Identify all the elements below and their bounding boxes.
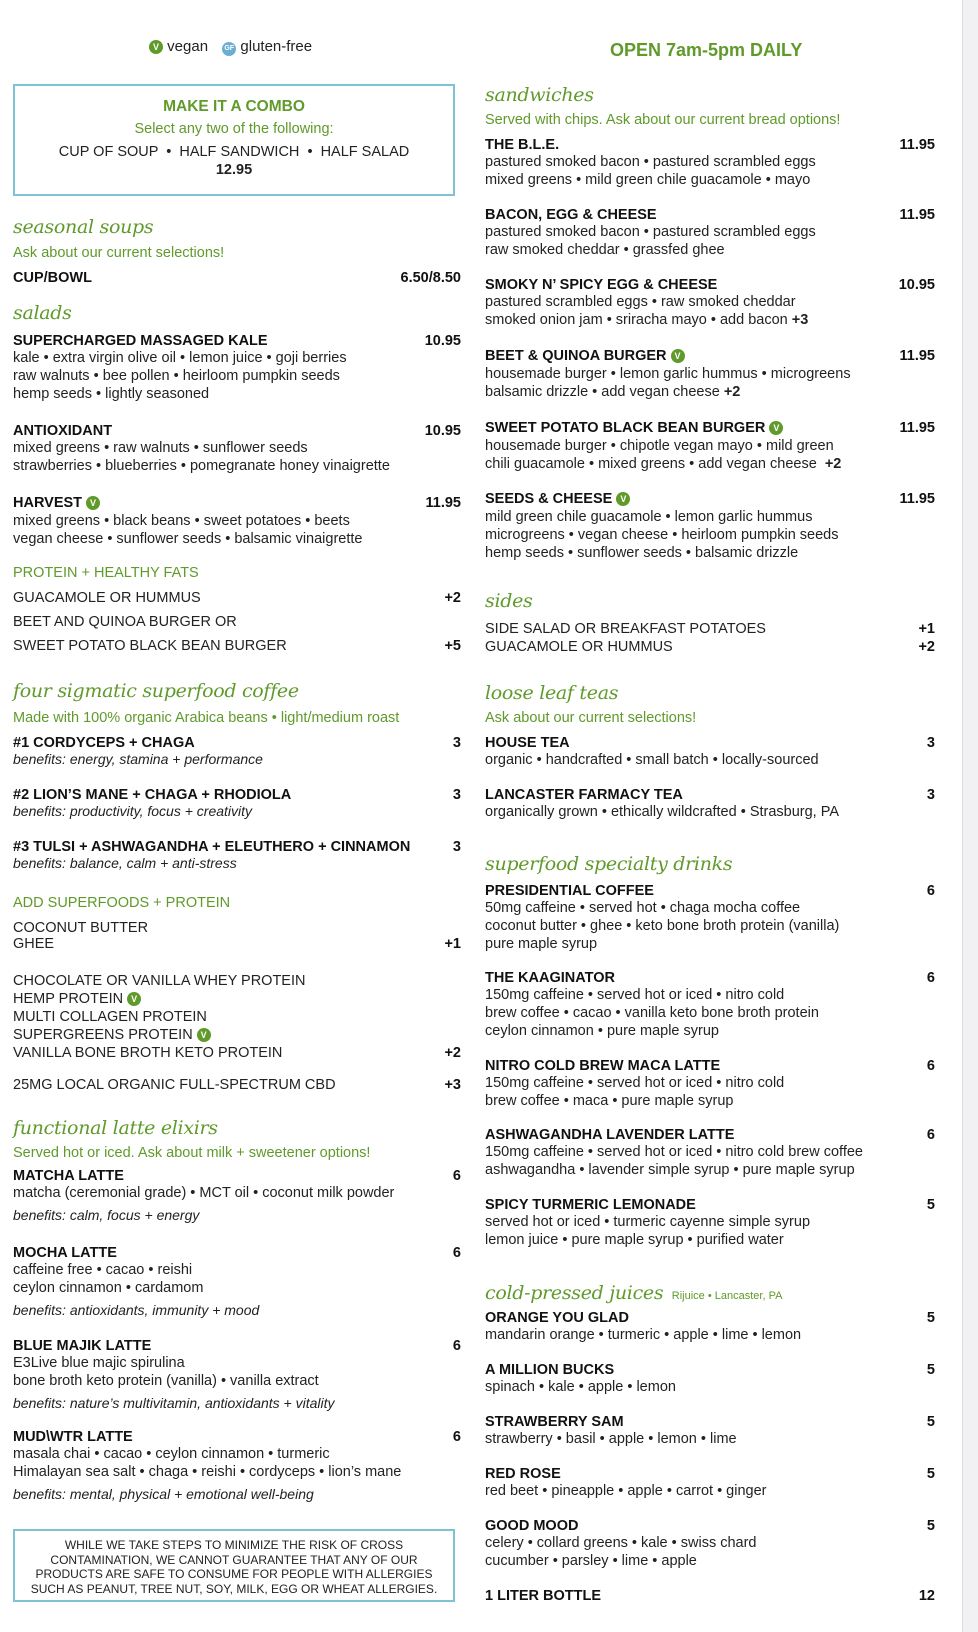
juice-desc-line: cucumber • parsley • lime • apple	[485, 1553, 697, 1569]
latte-price: 6	[452, 1429, 461, 1445]
gluten-free-icon: GF	[222, 42, 236, 56]
latte-name: MATCHA LATTE	[13, 1168, 124, 1184]
vegan-icon: V	[86, 496, 100, 510]
sandwich-desc-line: hemp seeds • sunflower seeds • balsamic drizzle	[485, 545, 799, 561]
sandwich-desc-line: pastured smoked bacon • pastured scrambled eggs	[485, 154, 816, 170]
specialty-name: SPICY TURMERIC LEMONADE	[485, 1197, 696, 1213]
latte-price: 6	[452, 1245, 461, 1261]
soups-heading: seasonal soups	[13, 216, 154, 238]
sandwich-desc-line: housemade burger • lemon garlic hummus • microgreens	[485, 366, 851, 382]
juice-desc-line: celery • collard greens • kale • swiss chard	[485, 1535, 757, 1551]
bottle-price: 12	[918, 1588, 935, 1604]
addons-group	[13, 972, 461, 1062]
latte-desc-line: masala chai • cacao • ceylon cinnamon • turmeric	[13, 1446, 330, 1462]
specialty-name: THE KAAGINATOR	[485, 970, 615, 986]
sandwich-price: 11.95	[899, 348, 935, 364]
salad-name: ANTIOXIDANT	[13, 423, 113, 439]
specialty-desc-line: 150mg caffeine • served hot or iced • nitro cold brew coffee	[485, 1144, 863, 1160]
sandwich-name: BACON, EGG & CHEESE	[485, 207, 657, 223]
sandwich-item	[485, 419, 935, 473]
juice-bottle	[485, 1588, 935, 1604]
protein-price: +2	[444, 590, 461, 606]
juice-name: ORANGE YOU GLAD	[485, 1310, 629, 1326]
allergy-line: SUCH AS PEANUT, TREE NUT, SOY, MILK, EGG OR WHEAT ALLERGIES.	[30, 1581, 438, 1596]
sandwich-price: 11.95	[899, 491, 935, 507]
salad-price: 10.95	[424, 423, 461, 439]
coffee-benefits: benefits: balance, calm + anti-stress	[13, 855, 237, 871]
cbd-label: 25MG LOCAL ORGANIC FULL-SPECTRUM CBD	[13, 1077, 336, 1093]
sandwich-name: SWEET POTATO BLACK BEAN BURGER	[485, 420, 766, 436]
coffee-price: 3	[452, 735, 461, 751]
latte-name: MUD\WTR LATTE	[13, 1429, 133, 1445]
latte-desc-line: E3Live blue majic spirulina	[13, 1355, 185, 1371]
latte-benefits: benefits: mental, physical + emotional well-being	[13, 1486, 314, 1502]
addons-group	[13, 920, 461, 952]
sandwiches-note: Served with chips. Ask about our current bread options!	[485, 112, 841, 128]
sandwich-desc-line: smoked onion jam • sriracha mayo • add bacon	[485, 312, 788, 328]
vegan-icon: V	[149, 40, 163, 54]
specialty-price: 6	[926, 1058, 935, 1074]
juice-name: GOOD MOOD	[485, 1518, 579, 1534]
sandwich-addon-price: +3	[791, 312, 809, 328]
salads-heading: salads	[13, 302, 72, 324]
addon-item: CHOCOLATE OR VANILLA WHEY PROTEIN	[13, 973, 306, 989]
coffee-benefits: benefits: productivity, focus + creativity	[13, 803, 253, 819]
coffee-benefits: benefits: energy, stamina + performance	[13, 751, 263, 767]
juice-price: 5	[926, 1466, 935, 1482]
latte-item	[13, 1429, 461, 1502]
specialty-desc-line: pure maple syrup	[485, 936, 598, 952]
sandwich-addon-price: +2	[824, 456, 842, 472]
salad-desc-line: strawberries • blueberries • pomegranate honey vinaigrette	[13, 458, 390, 474]
specialty-price: 6	[926, 970, 935, 986]
protein-price: +5	[444, 638, 461, 654]
specialty-desc-line: brew coffee • maca • pure maple syrup	[485, 1093, 734, 1109]
latte-name: BLUE MAJIK LATTE	[13, 1338, 152, 1354]
specialty-name: ASHWAGANDHA LAVENDER LATTE	[485, 1127, 735, 1143]
addon-item: SUPERGREENS PROTEIN	[13, 1027, 193, 1043]
vegan-icon: V	[197, 1028, 211, 1042]
latte-desc-line: ceylon cinnamon • cardamom	[13, 1280, 204, 1296]
specialty-desc-line: 50mg caffeine • served hot • chaga mocha coffee	[485, 900, 801, 916]
combo-box	[13, 84, 455, 196]
coffee-price: 3	[452, 787, 461, 803]
specialty-desc-line: 150mg caffeine • served hot or iced • nitro cold	[485, 1075, 785, 1091]
addon-item: GHEE	[13, 936, 55, 952]
specialty-name: PRESIDENTIAL COFFEE	[485, 883, 654, 899]
sides-heading: sides	[485, 590, 533, 612]
teas-note: Ask about our current selections!	[485, 710, 697, 726]
latte-item	[13, 1168, 461, 1223]
specialty-desc-line: ashwagandha • lavender simple syrup • pure maple syrup	[485, 1162, 855, 1178]
tea-item	[485, 787, 935, 821]
latte-desc-line: matcha (ceremonial grade) • MCT oil • coconut milk powder	[13, 1185, 395, 1201]
side-price: +1	[918, 621, 935, 637]
combo-price: 12.95	[215, 162, 253, 178]
sandwich-name: THE B.L.E.	[485, 137, 560, 153]
sandwich-item	[485, 277, 935, 329]
gluten-free-label: gluten-free	[240, 38, 313, 55]
specialty-price: 6	[926, 1127, 935, 1143]
coffee-note: Made with 100% organic Arabica beans • light/medium roast	[13, 710, 400, 726]
sandwich-name: SMOKY N’ SPICY EGG & CHEESE	[485, 277, 718, 293]
latte-desc-line: caffeine free • cacao • reishi	[13, 1262, 193, 1278]
sandwich-desc-line: mixed greens • mild green chile guacamole • mayo	[485, 172, 811, 188]
specialty-price: 6	[926, 883, 935, 899]
sandwich-name: SEEDS & CHEESE	[485, 491, 613, 507]
sandwich-desc-line: housemade burger • chipotle vegan mayo • mild green	[485, 438, 834, 454]
protein-row	[13, 614, 461, 630]
specialty-price: 5	[926, 1197, 935, 1213]
soup-item-price: 6.50/8.50	[400, 270, 461, 286]
specialty-heading: superfood specialty drinks	[485, 853, 733, 875]
juice-name: STRAWBERRY SAM	[485, 1414, 624, 1430]
specialty-item	[485, 970, 935, 1040]
soup-item	[13, 270, 461, 286]
specialty-item	[485, 1058, 935, 1110]
combo-title: MAKE IT A COMBO	[163, 98, 305, 115]
allergy-notice	[13, 1529, 455, 1602]
juice-item	[485, 1414, 935, 1448]
sandwich-desc-line: microgreens • vegan cheese • heirloom pumpkin seeds	[485, 527, 839, 543]
vegan-label: vegan	[167, 38, 209, 55]
salad-price: 10.95	[424, 333, 461, 349]
tea-price: 3	[926, 735, 935, 751]
sandwiches-heading: sandwiches	[485, 84, 594, 106]
salad-item	[13, 494, 461, 548]
teas-heading: loose leaf teas	[485, 682, 619, 704]
protein-row	[13, 590, 461, 606]
sandwich-desc-line: raw smoked cheddar • grassfed ghee	[485, 242, 725, 258]
cbd-price: +3	[444, 1077, 461, 1093]
sandwich-desc-line: pastured scrambled eggs • raw smoked cheddar	[485, 294, 796, 310]
juices-heading-row	[485, 1282, 782, 1304]
juice-item	[485, 1310, 935, 1344]
tea-name: HOUSE TEA	[485, 735, 570, 751]
specialty-item	[485, 1197, 935, 1249]
addon-item: VANILLA BONE BROTH KETO PROTEIN	[13, 1045, 283, 1061]
juice-desc-line: spinach • kale • apple • lemon	[485, 1379, 676, 1395]
sandwich-item	[485, 207, 935, 259]
soups-note: Ask about our current selections!	[13, 245, 225, 261]
juice-price: 5	[926, 1310, 935, 1326]
addon-price: +2	[444, 1045, 461, 1061]
side-price: +2	[918, 639, 935, 655]
lattes-note: Served hot or iced. Ask about milk + sweetener options!	[13, 1145, 371, 1161]
bottle-name: 1 LITER BOTTLE	[485, 1588, 601, 1604]
salad-item	[13, 333, 461, 403]
latte-benefits: benefits: nature’s multivitamin, antioxidants + vitality	[13, 1395, 335, 1411]
latte-item	[13, 1338, 461, 1411]
specialty-desc-line: ceylon cinnamon • pure maple syrup	[485, 1023, 719, 1039]
protein-heading: PROTEIN + HEALTHY FATS	[13, 565, 199, 581]
sandwich-item	[485, 137, 935, 189]
latte-desc-line: Himalayan sea salt • chaga • reishi • cordyceps • lion’s mane	[13, 1464, 402, 1480]
vegan-icon: V	[127, 992, 141, 1006]
coffee-item	[13, 839, 461, 871]
juice-desc-line: strawberry • basil • apple • lemon • lime	[485, 1431, 737, 1447]
salad-name: HARVEST	[13, 495, 83, 511]
specialty-desc-line: served hot or iced • turmeric cayenne simple syrup	[485, 1214, 811, 1230]
specialty-desc-line: lemon juice • pure maple syrup • purified water	[485, 1232, 784, 1248]
juice-desc-line: red beet • pineapple • apple • carrot • ginger	[485, 1483, 767, 1499]
diet-legend	[149, 38, 312, 56]
juice-item	[485, 1518, 935, 1570]
side-label: SIDE SALAD OR BREAKFAST POTATOES	[485, 621, 766, 637]
vegan-icon: V	[671, 349, 685, 363]
coffee-item	[13, 735, 461, 767]
salad-desc-line: raw walnuts • bee pollen • heirloom pumpkin seeds	[13, 368, 340, 384]
sandwich-desc-line: balsamic drizzle • add vegan cheese	[485, 384, 720, 400]
latte-name: MOCHA LATTE	[13, 1245, 117, 1261]
salad-desc-line: hemp seeds • lightly seasoned	[13, 386, 210, 402]
addons-heading: ADD SUPERFOODS + PROTEIN	[13, 895, 231, 911]
salad-item	[13, 423, 461, 475]
sandwich-item	[485, 490, 935, 562]
coffee-name: #1 CORDYCEPS + CHAGA	[13, 735, 195, 751]
specialty-desc-line: 150mg caffeine • served hot or iced • nitro cold	[485, 987, 785, 1003]
vegan-icon: V	[616, 492, 630, 506]
side-label: GUACAMOLE OR HUMMUS	[485, 639, 673, 655]
allergy-line: PRODUCTS ARE SAFE TO CONSUME FOR PEOPLE WITH ALLERGIES	[35, 1567, 433, 1581]
specialty-name: NITRO COLD BREW MACA LATTE	[485, 1058, 721, 1074]
protein-label: SWEET POTATO BLACK BEAN BURGER	[13, 638, 287, 654]
specialty-item	[485, 883, 935, 953]
latte-benefits: benefits: calm, focus + energy	[13, 1207, 200, 1223]
latte-desc-line: bone broth keto protein (vanilla) • vanilla extract	[13, 1373, 319, 1389]
sandwich-item	[485, 347, 935, 401]
salad-desc-line: vegan cheese • sunflower seeds • balsamic vinaigrette	[13, 531, 363, 547]
sandwich-price: 11.95	[899, 420, 935, 436]
addon-item: COCONUT BUTTER	[13, 920, 149, 936]
protein-label: BEET AND QUINOA BURGER OR	[13, 614, 237, 630]
salad-desc-line: mixed greens • black beans • sweet potatoes • beets	[13, 513, 350, 529]
opening-hours: OPEN 7am-5pm DAILY	[610, 40, 803, 60]
juice-item	[485, 1362, 935, 1396]
vegan-icon: V	[769, 421, 783, 435]
coffee-name: #3 TULSI + ASHWAGANDHA + ELEUTHERO + CINNAMON	[13, 839, 411, 855]
juice-price: 5	[926, 1414, 935, 1430]
coffee-heading: four sigmatic superfood coffee	[13, 680, 299, 702]
juices-heading: cold-pressed juices	[485, 1282, 664, 1304]
addon-item: HEMP PROTEIN	[13, 991, 124, 1007]
juice-item	[485, 1466, 935, 1500]
juice-name: A MILLION BUCKS	[485, 1362, 615, 1378]
sandwich-desc-line: mild green chile guacamole • lemon garlic hummus	[485, 509, 813, 525]
addon-item: MULTI COLLAGEN PROTEIN	[13, 1009, 207, 1025]
juice-price: 5	[926, 1362, 935, 1378]
lattes-heading: functional latte elixirs	[13, 1117, 218, 1139]
tea-price: 3	[926, 787, 935, 803]
sandwich-price: 10.95	[898, 277, 935, 293]
sandwich-addon-price: +2	[723, 384, 741, 400]
salad-desc-line: kale • extra virgin olive oil • lemon juice • goji berries	[13, 350, 347, 366]
juice-price: 5	[926, 1518, 935, 1534]
sandwich-desc-line: chili guacamole • mixed greens • add vegan cheese	[485, 456, 817, 472]
latte-benefits: benefits: antioxidants, immunity + mood	[13, 1302, 260, 1318]
tea-item	[485, 735, 935, 769]
latte-item	[13, 1245, 461, 1318]
specialty-desc-line: coconut butter • ghee • keto bone broth protein (vanilla)	[485, 918, 840, 934]
juice-desc-line: mandarin orange • turmeric • apple • lime • lemon	[485, 1327, 802, 1343]
juices-source: Rijuice • Lancaster, PA	[671, 1290, 783, 1302]
latte-price: 6	[452, 1168, 461, 1184]
salad-desc-line: mixed greens • raw walnuts • sunflower seeds	[13, 440, 308, 456]
sandwich-price: 11.95	[899, 207, 935, 223]
combo-options: CUP OF SOUP • HALF SANDWICH • HALF SALAD	[58, 144, 410, 160]
specialty-item	[485, 1127, 935, 1179]
sandwich-price: 11.95	[899, 137, 935, 153]
combo-subtitle: Select any two of the following:	[134, 121, 334, 137]
allergy-line: WHILE WE TAKE STEPS TO MINIMIZE THE RISK OF CROSS	[64, 1538, 404, 1552]
tea-name: LANCASTER FARMACY TEA	[485, 787, 683, 803]
cbd-row	[13, 1077, 461, 1093]
coffee-price: 3	[452, 839, 461, 855]
addon-price: +1	[444, 936, 461, 952]
soup-item-name: CUP/BOWL	[13, 270, 92, 286]
protein-row	[13, 638, 461, 654]
tea-desc: organic • handcrafted • small batch • locally-sourced	[485, 752, 819, 768]
specialty-desc-line: brew coffee • cacao • vanilla keto bone broth protein	[485, 1005, 819, 1021]
sandwich-desc-line: pastured smoked bacon • pastured scrambled eggs	[485, 224, 816, 240]
salad-name: SUPERCHARGED MASSAGED KALE	[13, 333, 268, 349]
juice-name: RED ROSE	[485, 1466, 561, 1482]
sides-list	[485, 620, 935, 656]
coffee-item	[13, 787, 461, 819]
salad-price: 11.95	[425, 495, 461, 511]
tea-desc: organically grown • ethically wildcrafted • Strasburg, PA	[485, 804, 840, 820]
coffee-name: #2 LION’S MANE + CHAGA + RHODIOLA	[13, 787, 292, 803]
protein-label: GUACAMOLE OR HUMMUS	[13, 590, 201, 606]
sandwich-name: BEET & QUINOA BURGER	[485, 348, 667, 364]
allergy-line: CONTAMINATION, WE CANNOT GUARANTEE THAT ANY OF OUR	[50, 1552, 418, 1567]
latte-price: 6	[452, 1338, 461, 1354]
